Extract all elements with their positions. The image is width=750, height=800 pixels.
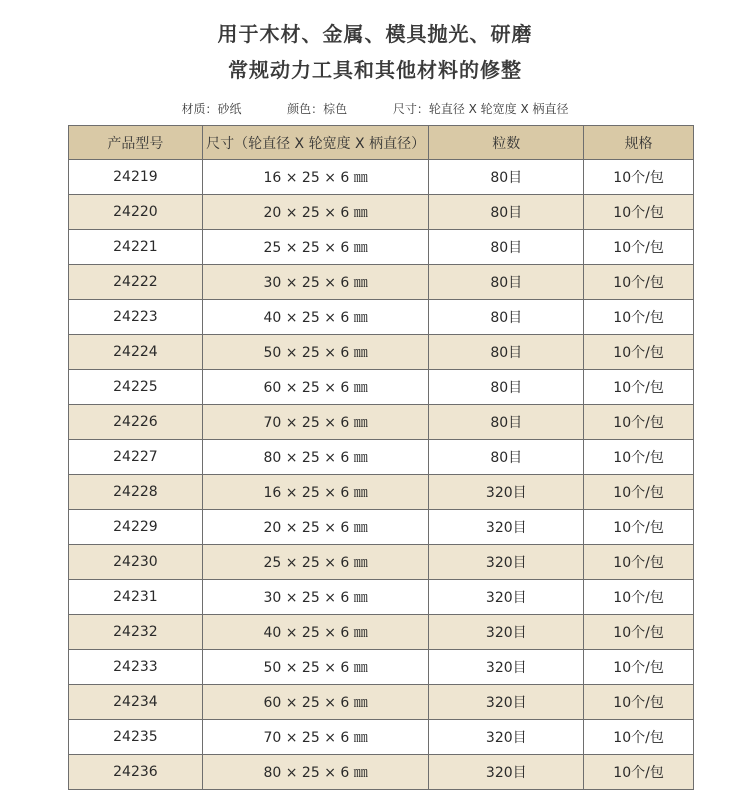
cell-model: 24231 [69,580,203,615]
cell-model: 24223 [69,300,203,335]
cell-pack: 10个/包 [584,370,694,405]
cell-grit: 80目 [429,230,584,265]
cell-grit: 80目 [429,335,584,370]
cell-model: 24226 [69,405,203,440]
table-row [69,510,694,545]
cell-size: 16 × 25 × 6 ㎜ [202,160,429,195]
cell-model: 24221 [69,230,203,265]
table-header [69,126,694,160]
cell-pack: 10个/包 [584,545,694,580]
cell-grit: 80目 [429,405,584,440]
header-grit: 粒数 [429,126,584,160]
cell-pack: 10个/包 [584,265,694,300]
cell-pack: 10个/包 [584,720,694,755]
cell-model: 24219 [69,160,203,195]
cell-size: 30 × 25 × 6 ㎜ [202,580,429,615]
cell-size: 50 × 25 × 6 ㎜ [202,650,429,685]
cell-model: 24232 [69,615,203,650]
table-row [69,370,694,405]
cell-model: 24222 [69,265,203,300]
cell-model: 24236 [69,755,203,790]
cell-model: 24228 [69,475,203,510]
cell-size: 80 × 25 × 6 ㎜ [202,755,429,790]
cell-grit: 320目 [429,685,584,720]
cell-grit: 80目 [429,195,584,230]
header-size: 尺寸（轮直径 X 轮宽度 X 柄直径） [202,126,429,160]
cell-model: 24225 [69,370,203,405]
cell-grit: 80目 [429,440,584,475]
cell-size: 50 × 25 × 6 ㎜ [202,335,429,370]
cell-pack: 10个/包 [584,335,694,370]
cell-pack: 10个/包 [584,195,694,230]
cell-model: 24234 [69,685,203,720]
spec-material: 材质：砂纸 [181,102,242,116]
cell-size: 40 × 25 × 6 ㎜ [202,300,429,335]
cell-size: 60 × 25 × 6 ㎜ [202,370,429,405]
cell-size: 70 × 25 × 6 ㎜ [202,720,429,755]
cell-pack: 10个/包 [584,510,694,545]
cell-grit: 320目 [429,510,584,545]
table-row [69,405,694,440]
cell-model: 24230 [69,545,203,580]
cell-model: 24233 [69,650,203,685]
table-row [69,475,694,510]
cell-grit: 320目 [429,755,584,790]
cell-pack: 10个/包 [584,405,694,440]
cell-pack: 10个/包 [584,650,694,685]
table-row [69,300,694,335]
table-row [69,265,694,300]
cell-model: 24229 [69,510,203,545]
table-row [69,195,694,230]
cell-grit: 320目 [429,650,584,685]
table-row [69,440,694,475]
cell-size: 60 × 25 × 6 ㎜ [202,685,429,720]
cell-size: 70 × 25 × 6 ㎜ [202,405,429,440]
table-row [69,160,694,195]
cell-pack: 10个/包 [584,475,694,510]
cell-grit: 80目 [429,370,584,405]
table-row [69,335,694,370]
cell-model: 24220 [69,195,203,230]
cell-grit: 320目 [429,580,584,615]
spec-size: 尺寸：轮直径 X 轮宽度 X 柄直径 [392,102,569,116]
cell-pack: 10个/包 [584,755,694,790]
cell-model: 24224 [69,335,203,370]
cell-grit: 80目 [429,265,584,300]
cell-size: 20 × 25 × 6 ㎜ [202,510,429,545]
cell-grit: 80目 [429,300,584,335]
product-table [68,125,694,790]
table-body [69,160,694,790]
cell-pack: 10个/包 [584,440,694,475]
spec-line [0,100,750,117]
table-row [69,720,694,755]
page-title-line-2: 常规动力工具和其他材料的修整 [228,58,522,82]
header-pack: 规格 [584,126,694,160]
table-row [69,755,694,790]
cell-grit: 320目 [429,615,584,650]
cell-pack: 10个/包 [584,685,694,720]
table-row [69,650,694,685]
cell-size: 25 × 25 × 6 ㎜ [202,545,429,580]
cell-pack: 10个/包 [584,615,694,650]
cell-size: 16 × 25 × 6 ㎜ [202,475,429,510]
cell-grit: 80目 [429,160,584,195]
cell-grit: 320目 [429,545,584,580]
cell-model: 24227 [69,440,203,475]
cell-model: 24235 [69,720,203,755]
cell-size: 80 × 25 × 6 ㎜ [202,440,429,475]
table-header-row [69,126,694,160]
cell-grit: 320目 [429,475,584,510]
table-row [69,615,694,650]
cell-pack: 10个/包 [584,300,694,335]
table-row [69,685,694,720]
cell-size: 40 × 25 × 6 ㎜ [202,615,429,650]
cell-size: 30 × 25 × 6 ㎜ [202,265,429,300]
page-title-line-1: 用于木材、金属、模具抛光、研磨 [217,22,533,46]
cell-pack: 10个/包 [584,230,694,265]
table-row [69,230,694,265]
header-model: 产品型号 [69,126,203,160]
cell-grit: 320目 [429,720,584,755]
cell-size: 20 × 25 × 6 ㎜ [202,195,429,230]
cell-pack: 10个/包 [584,580,694,615]
cell-pack: 10个/包 [584,160,694,195]
cell-size: 25 × 25 × 6 ㎜ [202,230,429,265]
spec-color: 颜色：棕色 [287,102,348,116]
table-row [69,580,694,615]
table-row [69,545,694,580]
